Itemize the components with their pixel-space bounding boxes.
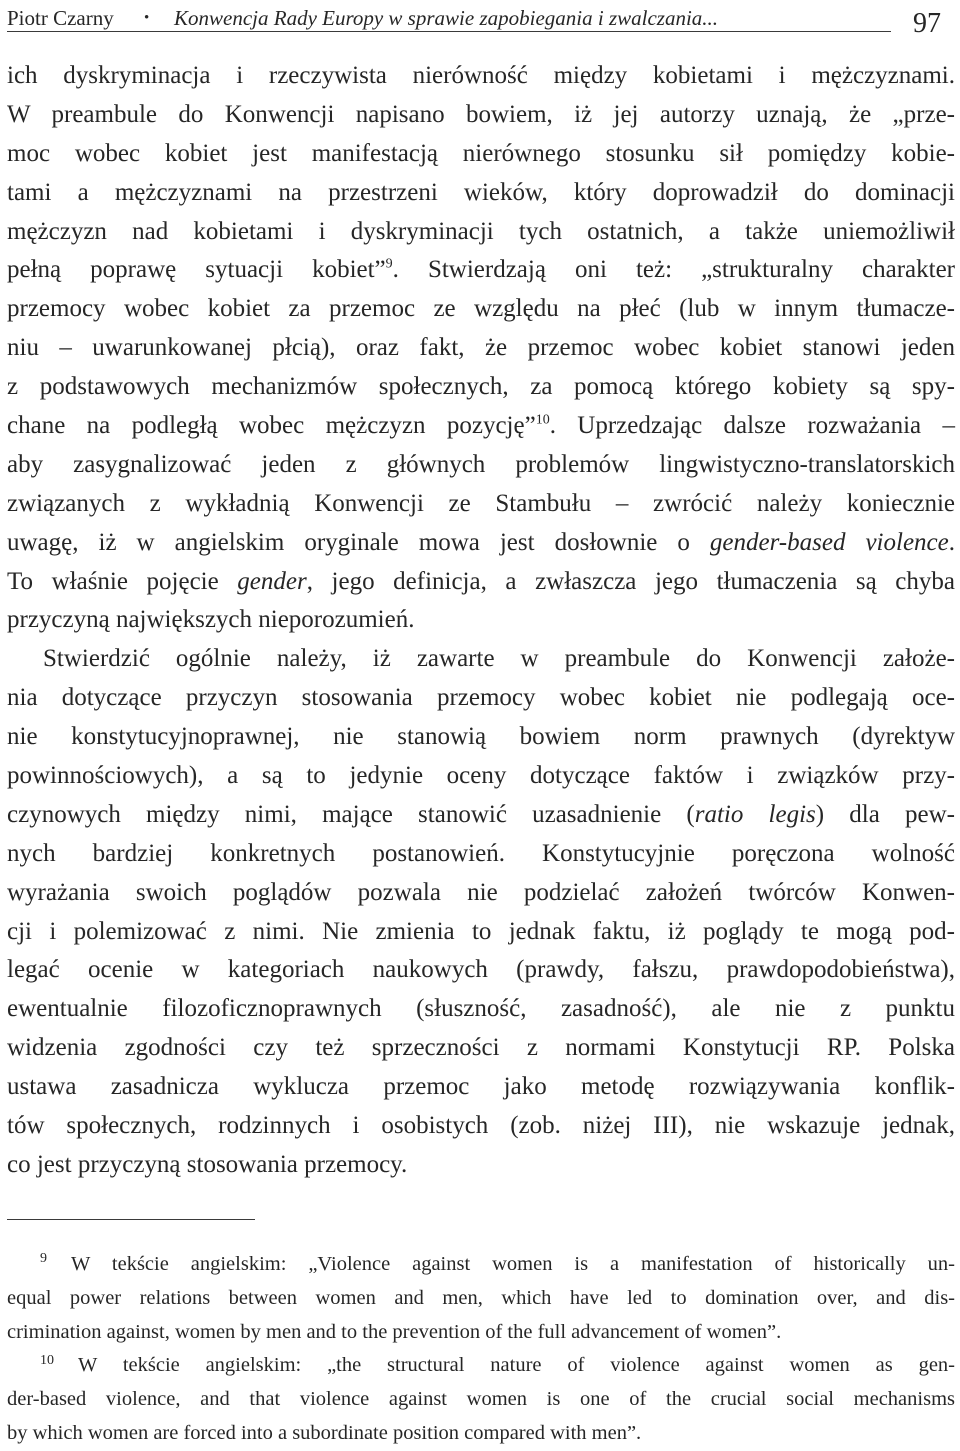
text-run: chane na podległą wobec mężczyzn pozycję” (7, 412, 536, 440)
footnote-separator (7, 1219, 255, 1220)
text-line: nia dotyczące przyczyn stosowania przemocy wobec kobiet nie podlegają oce- (7, 684, 955, 712)
footnote-ref-9[interactable]: 9 (385, 257, 393, 273)
text-line: ustawa zasadnicza wyklucza przemoc jako metodę rozwiązywania konflik- (7, 1073, 955, 1101)
text-run: uwagę, iż w angielskim oryginale mowa jest dosłownie o (7, 528, 710, 556)
header-separator-bullet: • (144, 10, 150, 26)
footnote-10 (7, 1349, 955, 1450)
header-title: Konwencja Rady Europy w sprawie zapobiegania i zwalczania... (174, 6, 719, 30)
text-run: W tekście angielskim: „the structural nature of violence against women as gen- (78, 1354, 955, 1377)
text-run: pełną poprawę sytuacji kobiet” (7, 256, 386, 284)
text-line: ich dyskryminacja i rzeczywista nierówność między kobietami i mężczyznami. (7, 62, 955, 89)
text-line: legać ocenie w kategoriach naukowych (prawdy, fałszu, prawdopodobieństwa), (7, 956, 955, 984)
text-line (7, 407, 955, 446)
text-line: W preambule do Konwencji napisano bowiem, iż jej autorzy uznają, że „prze- (7, 100, 955, 128)
running-header (7, 2, 953, 42)
header-rule (7, 31, 891, 32)
text-line: powinnościowych), a są to jedynie oceny dotyczące faktów i związków przy- (7, 762, 955, 790)
text-run: . (948, 528, 955, 556)
body-text (7, 57, 955, 1185)
text-line: wyrażania swoich poglądów pozwala nie podzielać założeń twórców Konwen- (7, 878, 955, 906)
text-run: czynowych między nimi, mające stanowić uzasadnienie ( (7, 800, 695, 828)
italic-term: ratio legis (694, 800, 816, 828)
text-line: przyczyną największych nieporozumień. (7, 606, 415, 634)
footnote-line: by which women are forced into a subordinate position compared with men”. (7, 1421, 642, 1444)
paragraph-1 (7, 57, 955, 640)
text-line (7, 524, 955, 563)
text-run: . Stwierdzają oni też: „strukturalny charakter (392, 256, 955, 284)
footnote-line: 9 W tekście angielskim: „Violence against women is a manifestation of historically un- (40, 1251, 955, 1275)
footnote-ref-10[interactable]: 10 (535, 412, 550, 428)
text-run: To właśnie pojęcie (7, 567, 238, 595)
footnote-line: crimination against, women by men and to the prevention of the full advancement of women”. (7, 1320, 782, 1343)
text-line: cji i polemizować z nimi. Nie zmienia to jednak faktu, iż poglądy te mogą pod- (7, 917, 955, 945)
footnote-9 (7, 1248, 955, 1349)
text-line (7, 251, 955, 290)
paragraph-2 (7, 640, 955, 1184)
footnote-line: der-based violence, and that violence against women is one of the crucial social mechanisms (7, 1388, 955, 1411)
italic-term: gender (237, 567, 307, 595)
italic-term: gender-based violence (709, 528, 949, 556)
text-line (7, 796, 955, 835)
text-run: ) dla pew- (815, 800, 955, 828)
text-line: z podstawowych mechanizmów społecznych, za pomocą którego kobiety są spy- (7, 373, 955, 401)
footnote-line: 10 W tekście angielskim: „the structural nature of violence against women as gen- (40, 1352, 955, 1377)
text-line: co jest przyczyną stosowania przemocy. (7, 1150, 408, 1178)
text-line: mężczyzn nad kobietami i dyskryminacji tych ostatnich, a także uniemożliwił (7, 217, 955, 245)
footnote-line: equal power relations between women and men, which have led to domination over, and dis- (7, 1286, 955, 1309)
text-line: widzenia zgodności czy też sprzeczności z normami Konstytucji RP. Polska (7, 1034, 955, 1062)
header-author: Piotr Czarny (7, 6, 114, 30)
text-line: nie konstytucyjnoprawnej, nie stanowią bowiem norm prawnych (dyrektyw (7, 723, 955, 751)
text-line: związanych z wykładnią Konwencji ze Stambułu – zwrócić należy koniecznie (7, 489, 955, 517)
text-line: moc wobec kobiet jest manifestacją nierównego stosunku sił pomiędzy kobie- (7, 139, 955, 167)
text-line: przemocy wobec kobiet za przemoc ze względu na płeć (lub w innym tłumacze- (7, 295, 955, 323)
footnotes (7, 1248, 955, 1451)
page-number: 97 (913, 8, 941, 39)
text-run: W tekście angielskim: „Violence against women is a manifestation of historically un- (71, 1253, 955, 1275)
text-line: niu – uwarunkowanej płcią), oraz fakt, że przemoc wobec kobiet stanowi jeden (7, 334, 955, 362)
text-line (7, 563, 955, 602)
text-line: tami a mężczyznami na przestrzeni wieków, który doprowadził do dominacji (7, 178, 955, 206)
text-line: tów społecznych, rodzinnych i osobistych (zob. niżej III), nie wskazuje jednak, (7, 1112, 955, 1140)
text-line: nych bardziej konkretnych postanowień. Konstytucyjnie poręczona wolność (7, 839, 955, 867)
text-line: ewentualnie filozoficznoprawnych (słuszność, zasadność), ale nie z punktu (7, 995, 955, 1023)
text-line: Stwierdzić ogólnie należy, iż zawarte w preambule do Konwencji założe- (43, 645, 955, 673)
text-run: . Uprzedzając dalsze rozważania – (549, 412, 955, 440)
text-run: , jego definicja, a zwłaszcza jego tłumaczenia są chyba (306, 567, 955, 595)
text-line: aby zasygnalizować jeden z głównych problemów lingwistyczno-translatorskich (7, 450, 955, 478)
